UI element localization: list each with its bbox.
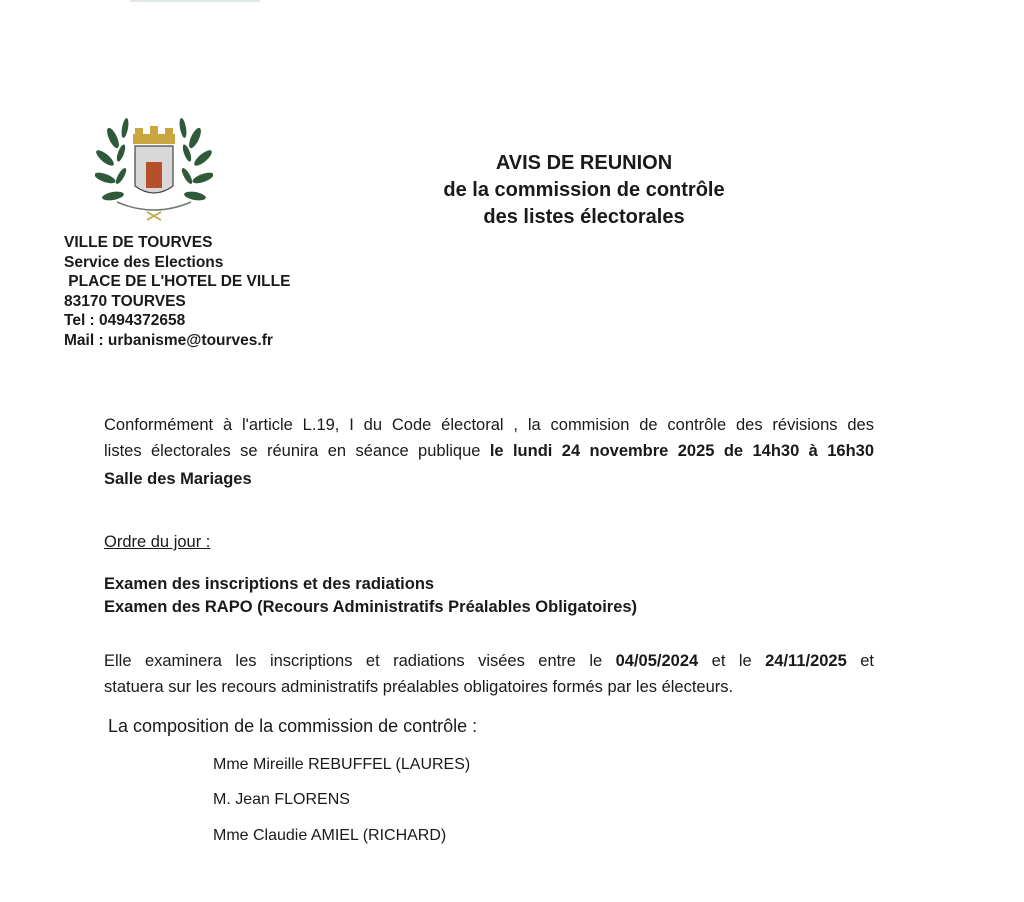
intro-line: Conformément à l'article L.19, I du Code électoral , la commision de contrôle des révisions des (104, 416, 874, 434)
intro-text: listes électorales se réunira en séance publique (104, 442, 490, 460)
coat-of-arms-icon (95, 108, 213, 224)
composition-heading: La composition de la commission de contrôle : (108, 716, 478, 736)
intro-line (104, 438, 874, 464)
exam-text: et le (698, 652, 766, 670)
exam-line (104, 648, 874, 674)
address-line: Service des Elections (64, 253, 224, 271)
agenda-heading: Ordre du jour : (104, 533, 211, 551)
address-line: 83170 TOURVES (64, 292, 186, 310)
notice-title (384, 150, 784, 231)
exam-text: Elle examinera les inscriptions et radiations visées entre le (104, 652, 616, 670)
exam-end-date: 24/11/2025 (765, 652, 847, 670)
exam-line: statuera sur les recours administratifs préalables obligatoires formés par les électeurs. (104, 678, 734, 696)
address-line: PLACE DE L'HOTEL DE VILLE (64, 273, 291, 291)
meeting-date: le lundi 24 novembre 2025 de 14h30 à 16h30 (489, 442, 874, 460)
agenda-list (104, 573, 637, 619)
member-name: M. Jean FLORENS (213, 791, 350, 808)
member-name: Mme Mireille REBUFFEL (LAURES) (213, 756, 471, 773)
address-line: VILLE DE TOURVES (64, 234, 213, 251)
address-line: Tel : 0494372658 (64, 312, 186, 330)
agenda-item: Examen des inscriptions et des radiations (104, 575, 435, 593)
title-line: de la commission de contrôle (443, 179, 725, 201)
exam-start-date: 04/05/2024 (615, 652, 699, 670)
member-name: Mme Claudie AMIEL (RICHARD) (213, 827, 447, 844)
title-line: AVIS DE REUNION (495, 152, 673, 174)
agenda-item: Examen des RAPO (Recours Administratifs Préalables Obligatoires) (104, 598, 638, 616)
scan-artifact (130, 0, 260, 2)
meeting-location: Salle des Mariages (104, 470, 252, 488)
sender-address (64, 233, 290, 351)
address-line: Mail : urbanisme@tourves.fr (64, 331, 273, 349)
title-line: des listes électorales (483, 206, 685, 228)
exam-text: et (846, 652, 874, 670)
